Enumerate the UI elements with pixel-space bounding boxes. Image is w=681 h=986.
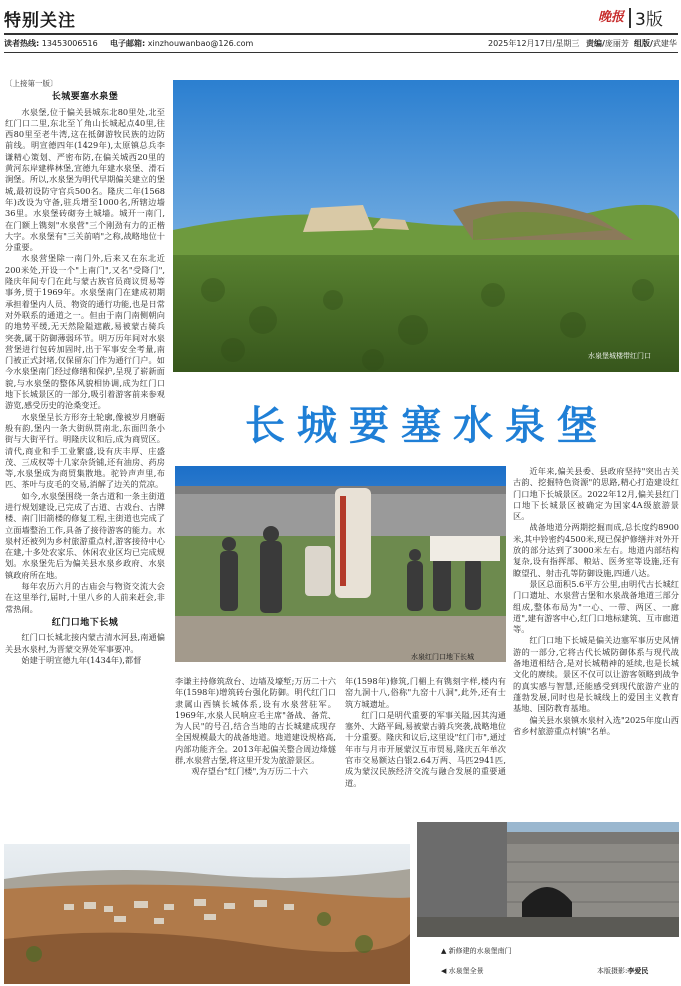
paragraph: 如今,水泉堡围绕一条古道和一条主街道进行规划建设,已完成了古道、古戏台、古牌楼、南门旧箭楼的修复工程,主街道也完成了立面墙整治工作,具备了接待游客的能力。水泉村还被列为乡村旅游重点村,游客接待中心在建,十多处农家乐、休闲农业区均已完成规划。水泉堡先后为偏关县水泉乡政府、水泉镇政府所在地。 (5, 490, 165, 580)
photo-shuiquanbao-panorama (4, 844, 410, 984)
paragraph: 始建于明宣德九年(1434年),都督 (21, 654, 142, 665)
hotline (4, 38, 98, 49)
issue-date: 2025年12月17日/星期三 (488, 39, 580, 48)
caption-panorama: ◀ 水泉堡全景 (441, 967, 484, 975)
credit-name: 李爱民 (627, 967, 649, 975)
page-number: 3版 (635, 10, 663, 30)
email (110, 38, 253, 49)
header-rule-thin (4, 52, 678, 53)
editor-name: 庞丽芳 (604, 39, 629, 48)
subtitle-shuiquanbao: 长城要塞水泉堡 (51, 92, 119, 103)
paragraph: 观存望台"红门楼",为万历二十六 (191, 766, 308, 777)
continued-note: 〔上接第一版〕 (5, 79, 58, 88)
section-title: 特别关注 (4, 11, 76, 31)
photo-landscape-top (173, 80, 679, 372)
paragraph: 近年来,偏关县委、县政府坚持"突出古关古韵、挖掘特色资源"的思路,精心打造建设红门口地下长城景区。2022年12月,偏关县红门口地下长城景区被确定为国家4A级旅游景区。 (513, 466, 679, 522)
hotline-number: 13453006516 (41, 39, 98, 48)
caption-mid-photo: 水泉红门口地下长城 (411, 653, 474, 661)
paragraph: 红门口长城北接内蒙古清水河县,南通偏关县水泉村,为晋蒙交界处军事要冲。 (5, 632, 165, 654)
newspaper-logo: 晚报 (598, 10, 625, 25)
header-rule (4, 33, 678, 35)
paragraph: 水泉堡呈长方形夯土轮廓,像被岁月磨砺般有韵,堡内一条大街纵贯南北,东面凹条小街与大街平行。明隆庆议和后,成为商贸区。清代,商业和手工业繁盛,设有庆丰厚、庄盛茂、三成权等十几家杂货铺,还有油房、药房等,水泉堡成为商贸集散地。驼铃声声里,布匹、茶叶与皮毛的交易,消解了边关的荒凉。 (5, 411, 165, 490)
layout-label: 组版/ (634, 39, 653, 48)
caption-top-photo: 水泉堡城楼带红门口 (588, 352, 651, 360)
paragraph: 红门口地下长城是偏关边塞军事历史风情游的一部分,它将古代长城防御体系与现代战备地道相结合,是对长城精神的延续,也是长城文化的赓续。景区不仅可以让游客领略到战争的真实感与智慧,还能感受到现代旅游产业的蓬勃发展,同时也是长城线上的爱国主义教育基地、国防教育基地。 (513, 635, 679, 714)
editor (586, 38, 629, 49)
photo-underground-great-wall (175, 466, 506, 662)
paragraph: 水泉营堡除一南门外,后来又在东北近200米处,开设一个"上南门",又名"受降门",隆庆年间专门在此与蒙古族官员商议贸易等事务,贸于1969年。水泉堡南门在建成初期承担着堡内人员、物资的通行功能,也是日常对外联系的通道之一。但由于南门南侧朝向的地势平缓,无天然险隘遮蔽,易被蒙古骑兵突袭,属于防御薄弱环节。明万历年间对水泉营堡进行包砖加固时,出于军事安全考量,南门被正式封堵,仅保留东门作为通行门户。如今水泉堡南门经过修缮和保护,呈现了崭新面貌,与水泉堡的整体风貌相协调,成为红门口地下长城景区的一部分,吸引着游客前来参观游览,感受历史的沧桑变迁。 (5, 253, 165, 411)
paragraph: 水泉堡,位于偏关县城东北80里处,北至红门口二里,东北至丫角山长城起点40里,往西80里至老牛湾,这在抵御游牧民族的边防前线。明宣德四年(1429年),太原镇总兵李谦精心策划、严密布防,在偏关城西20里的黄河东岸建桦林堡,宣德九年建水泉堡、滑石涧堡。所以,水泉堡为明代早期偏关建立的堡城,最初设防守官兵500名。隆庆二年(1568年)改设为守备,驻兵增至1000名,所辖边墙36里。水泉堡砖砌夯土城墙。城开一南门,在门额上镌刻"水泉营"三个刚劲有力的正楷大字。水泉堡有"三关前哨"之称,战略地位十分重要。 (5, 106, 165, 253)
paragraph: 每年农历六月的古庙会与物资交流大会在这里举行,届时,十里八乡的人前来赶会,非常热闹。 (5, 581, 165, 614)
article-column-4 (513, 466, 679, 806)
subtitle-hongmenkou: 红门口地下长城 (51, 617, 119, 628)
headline: 长城要塞水泉堡 (245, 403, 609, 449)
paragraph: 偏关县水泉镇水泉村入选"2025年度山西省乡村旅游重点村镇"名单。 (513, 714, 679, 736)
editor-label: 责编/ (586, 39, 605, 48)
paragraph: 红门口是明代重要的军事关隘,因其沟通塞外、大路平阔,易被蒙古骑兵突袭,战略地位十分重要。隆庆和议后,这里设"红门市",通过年市与月市开展蒙汉互市贸易,隆庆五年单次官市交易额达白银2.64万两、马匹2941匹,成为蒙汉民族经济交流与融合发展的重要通道。 (345, 709, 506, 788)
photo-credit (597, 966, 648, 976)
article-column-1 (5, 78, 165, 840)
credit-label: 本版摄影: (597, 967, 628, 975)
article-column-3 (345, 676, 506, 810)
hotline-label: 读者热线: (4, 39, 40, 48)
paragraph: 李谦主持修筑敌台、边墙及壕堑;万历二十六年(1598年)增筑砖台强化防御。明代红门口隶属山西镇长城体系,设有水泉营驻军。1969年,水泉人民响应毛主席"备战、备荒、为人民"的号召,结合当地的古长城建成现存全国规模最大的战备地道。地道建设规格高,内部功能齐全。2013年起偏关整合周边烽燧群,水泉营古堡,将这里开发为旅游景区。 (175, 676, 336, 766)
layout-name: 武建华 (652, 39, 677, 48)
email-label: 电子邮箱: (110, 39, 146, 48)
photo-south-gate (417, 822, 679, 937)
paragraph: 年(1598年)修筑,门楣上有镌刻字样,楼内有窑九洞十八,俗称"九窑十八洞",此外,还有士筑方城遗址。 (345, 676, 506, 709)
paragraph: 战备地道分两期挖掘而成,总长度约8900米,其中铃密约4500米,现已保护修缮并对外开放的部分达到了3000米左右。地道内部结构复杂,设有指挥部、粮站、医务室等设施,还有瞭望孔、射击孔等防御设施,四通八达。 (513, 522, 679, 578)
header-divider (629, 8, 631, 28)
caption-south-gate: ▲ 新修建的水泉堡南门 (441, 947, 512, 955)
email-address: xinzhouwanbao@126.com (147, 39, 254, 48)
article-column-2 (175, 676, 336, 810)
layout-editor (634, 38, 677, 49)
paragraph: 景区总面积5.6平方公里,由明代古长城红门口遗址、水泉营古堡和水泉战备地道三部分组成,整体布局为"一心、一带、两区、一廊道",建有游客中心,红门口地标建筑、互市廊道等。 (513, 578, 679, 635)
